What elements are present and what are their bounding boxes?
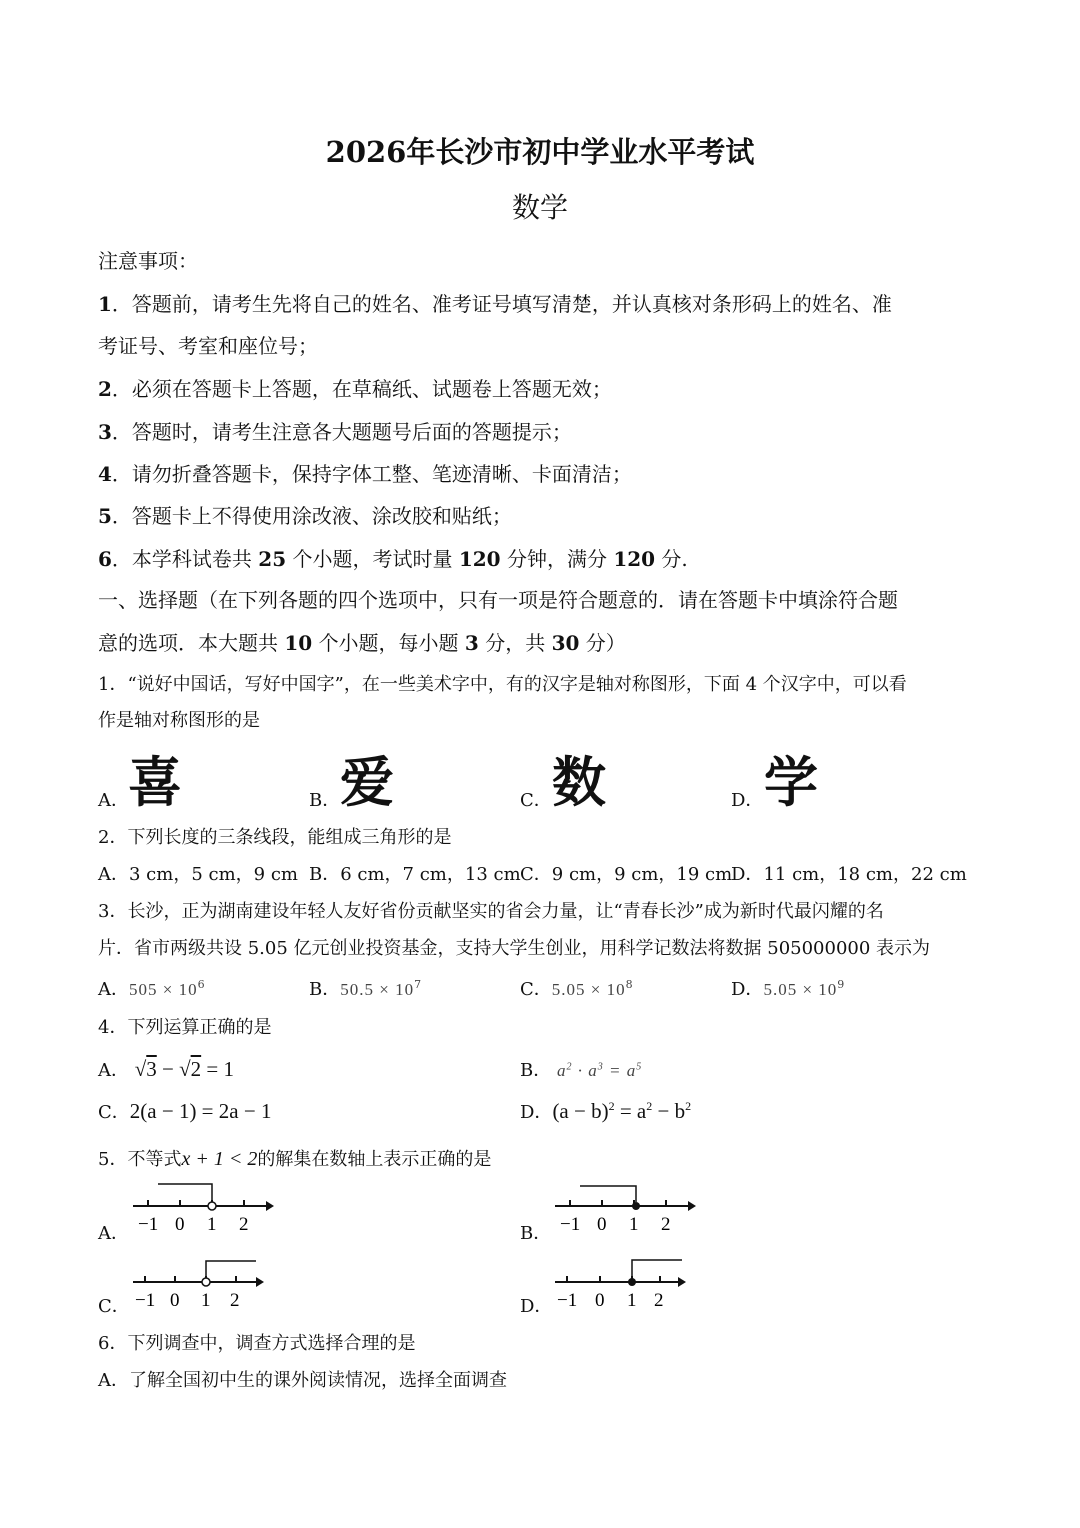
notice-item-1: 1．答题前，请考生先将自己的姓名、准考证号填写清楚，并认真核对条形码上的姓名、准 [98, 292, 892, 316]
q4-option-c: C．2(a − 1) = 2a − 1 [98, 1099, 272, 1123]
q5-option-d-number-line [550, 1254, 700, 1314]
tick-label: 1 [207, 1214, 217, 1235]
section-heading: 一、选择题（在下列各题的四个选项中，只有一项是符合题意的．请在答题卡中填涂符合题 [98, 588, 898, 612]
q2-option-c: C．9 cm，9 cm，19 cm [520, 864, 733, 885]
q5-option-a-number-line [128, 1180, 278, 1240]
tick-label: 2 [661, 1214, 671, 1235]
q1-option-c-label: C． [520, 790, 552, 811]
tick-label: 2 [239, 1214, 249, 1235]
q1-stem: 1．“说好中国话，写好中国字”，在一些美术字中，有的汉字是轴对称图形，下面 4 个汉字中，可以看 [98, 674, 907, 695]
tick-label: 2 [230, 1290, 240, 1311]
exam-title: 2026年长沙市初中学业水平考试 [325, 135, 755, 169]
q1-stem-cont: 作是轴对称图形的是 [98, 710, 260, 731]
q5-option-c-number-line [128, 1254, 278, 1314]
notice-heading: 注意事项： [98, 249, 198, 273]
q2-option-a: A．3 cm，5 cm，9 cm [98, 864, 298, 885]
q5-option-b-number-line [550, 1180, 700, 1240]
q4-stem: 4．下列运算正确的是 [98, 1017, 272, 1038]
notice-item-6: 6．本学科试卷共 25 个小题，考试时量 120 分钟，满分 120 分. [98, 547, 688, 571]
q5-stem: 5．不等式x + 1 < 2的解集在数轴上表示正确的是 [98, 1148, 492, 1170]
q5-option-b-label: B． [520, 1223, 552, 1244]
tick-label: 1 [201, 1290, 211, 1311]
q1-option-d-char: 学 [764, 751, 818, 814]
q4-option-b: B． $a^2 \cdot a^3 = a^5$ [520, 1060, 643, 1081]
q3-stem: 3．长沙，正为湖南建设年轻人友好省份贡献坚实的省会力量，让“青春长沙”成为新时代最闪耀的名 [98, 901, 884, 922]
q5-option-a-label: A． [98, 1223, 129, 1244]
q3-option-b: B．$50.5 \times 10^7$ [309, 978, 423, 1000]
tick-label: 0 [597, 1214, 607, 1235]
tick-label: 1 [629, 1214, 639, 1235]
tick-label: −1 [557, 1290, 578, 1311]
tick-label: 0 [170, 1290, 180, 1311]
q4-option-a: A． √3 − √2 = 1 [98, 1057, 234, 1081]
q1-option-a-label: A． [98, 790, 129, 811]
q1-option-d-label: D． [731, 790, 764, 811]
q5-option-d-label: D． [520, 1296, 553, 1317]
notice-item-5: 5．答题卡上不得使用涂改液、涂改胶和贴纸； [98, 504, 512, 528]
q1-option-a-char: 喜 [128, 751, 182, 814]
q1-option-b-label: B． [309, 790, 341, 811]
tick-label: 2 [654, 1290, 664, 1311]
section-heading-cont: 意的选项．本大题共 10 个小题，每小题 3 分，共 30 分） [98, 631, 626, 655]
tick-label: −1 [138, 1214, 159, 1235]
q1-option-c-char: 数 [552, 751, 606, 814]
tick-label: 0 [595, 1290, 605, 1311]
q3-stem-cont: 片．省市两级共设 5.05 亿元创业投资基金，支持大学生创业，用科学记数法将数据 505000000 表示为 [98, 938, 931, 959]
tick-label: −1 [135, 1290, 156, 1311]
q3-option-c: C．$5.05 \times 10^8$ [520, 978, 634, 1000]
q2-option-b: B．6 cm，7 cm，13 cm [309, 864, 521, 885]
q3-option-d: D．$5.05 \times 10^9$ [731, 978, 846, 1000]
tick-label: 1 [627, 1290, 637, 1311]
q5-option-c-label: C． [98, 1296, 130, 1317]
q6-stem: 6．下列调查中，调查方式选择合理的是 [98, 1333, 416, 1354]
q2-option-d: D．11 cm，18 cm，22 cm [731, 864, 967, 885]
q2-stem: 2．下列长度的三条线段，能组成三角形的是 [98, 827, 452, 848]
notice-item-4: 4．请勿折叠答题卡，保持字体工整、笔迹清晰、卡面清洁； [98, 462, 632, 486]
q1-option-b-char: 爱 [340, 751, 394, 814]
notice-item-3: 3．答题时，请考生注意各大题题号后面的答题提示； [98, 420, 572, 444]
q4-option-d: D．$(a - b)^2 = a^2 - b^2$ [520, 1099, 692, 1123]
q3-option-a: A．$505 \times 10^6$ [98, 978, 206, 1000]
notice-item-2: 2．必须在答题卡上答题，在草稿纸、试题卷上答题无效； [98, 377, 612, 401]
tick-label: 0 [175, 1214, 185, 1235]
tick-label: −1 [560, 1214, 581, 1235]
exam-subject: 数学 [511, 191, 568, 224]
q6-option-a: A．了解全国初中生的课外阅读情况，选择全面调查 [98, 1370, 507, 1391]
notice-item-1-cont: 考证号、考室和座位号； [98, 334, 318, 358]
